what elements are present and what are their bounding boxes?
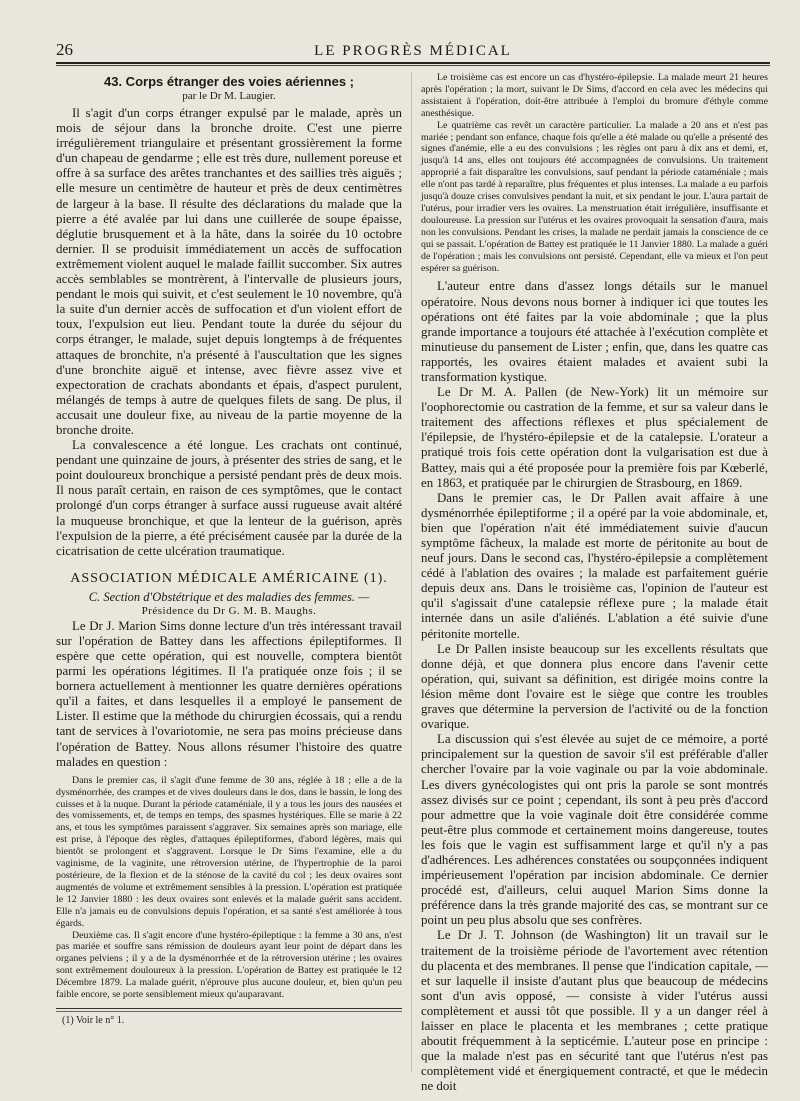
running-title: LE PROGRÈS MÉDICAL bbox=[314, 43, 512, 59]
footnote-rule bbox=[56, 1008, 402, 1009]
article-paragraph: Dans le premier cas, le Dr Pallen avait affaire à une dysménorrhée épileptiforme ; il a opéré par la voie abdominale, et, bien que l'opération n'ait été immédiatement suivie d'aucun symptôme fâcheux, la malade est morte de péritonite au bout de neuf jours. Dans le second cas, l'hystéro-épilepsie a complètement cédé à l'ablation des ovaires ; la malade est parfaitement guérie depuis deux ans. Dans le troisième cas, l'opinion de l'auteur est qu'il s'agissait d'une catalepsie réflexe pure ; la malade était internée dans un asile d'aliénés. L'ablation a été suivie d'une péritonite mortelle. bbox=[421, 490, 768, 641]
page-number: 26 bbox=[56, 40, 73, 59]
column-divider bbox=[411, 72, 412, 1072]
footnote: (1) Voir le n° 1. bbox=[62, 1014, 125, 1026]
case-paragraph: Deuxième cas. Il s'agit encore d'une hystéro-épileptique : la femme a 30 ans, n'est pas mariée et souffre sans rémission de douleurs ayant leur point de départ dans les organes pelviens ; il y a de la dysménorrhée et de la rétroversion utérine ; les ovaires sont extrêmement douloureux à la pression. L'opération de Battey est pratiquée le 12 Décembre 1879. La malade guérit, n'éprouve plus aucune douleur, et, bien qu'un peu faible encore, se porte sensiblement mieux qu'auparavant. bbox=[56, 929, 402, 1001]
case-paragraph: Le troisième cas est encore un cas d'hystéro-épilepsie. La malade meurt 21 heures après l'opération ; la mort, suivant le Dr Sims, d'accord en cela avec les médecins qui assistaient à l'opération, doit-être attribuée à l'emploi du bromure d'éthyle comme anesthésique. bbox=[421, 72, 768, 119]
case-paragraph: Le quatrième cas revêt un caractère particulier. La malade a 20 ans et n'est pas mariée ; pendant son enfance, chaque fois qu'elle a été malade ou qu'elle a présenté des signes d'anémie, elle a eu des convulsions ; les règles ont paru à dix ans et demi, et, jusqu'à 14 ans, elles ont toujours été accompagnées de convulsions. Un traitement approprié a fait disparaître les convulsions, sauf pendant la période cataméniale ; mais elle n'ont pas tardé à reparaître, plus fréquentes et plus intenses. La malade a eu parfois jusqu'à douze crises convulsives pendant la nuit, et six pendant le jour. L'aura partait de l'utérus, pour irradier vers les ovaires. La menstruation était irrégulière, insuffisante et douloureuse. La pression sur l'utérus et les ovaires provoquait la sensation d'aura, mais non les convulsions. Pendant les crises, la malade ne perdait jamais la conscience de ce qui se passait. L'opération de Battey est pratiquée le 11 Janvier 1880. La malade a guéri de l'opération ; mais les convulsions ont persisté. Cependant, elle va mieux et l'on peut espérer sa guérison. bbox=[421, 119, 768, 274]
header-rule-thin bbox=[56, 65, 770, 66]
subsection-title: C. Section d'Obstétrique et des maladies des femmes. — bbox=[88, 589, 370, 604]
article-paragraph: Le Dr M. A. Pallen (de New-York) lit un mémoire sur l'oophorectomie ou castration de la femme, et sur sa valeur dans le traitement des affections réflexes et plus spécialement de l'épilepsie, de l'hystéro-épilepsie et de la catalepsie. L'orateur a pratiqué trois fois cette opération dont la vulgarisation est due à Battey, mais qui a été proposée pour la première fois par Kœberlé, en 1863, et pratiquée par le chirurgien de Strasbourg, en 1869. bbox=[421, 385, 768, 490]
article-paragraph: La convalescence a été longue. Les crachats ont continué, pendant une quinzaine de jours, à présenter des stries de sang, et le point douloureux bronchique a persisté pendant près de deux mois. Il nous paraît certain, en raison de ces symptômes, que le contact prolongé d'un corps étranger à surface aussi rugueuse avait altéré la muqueuse bronchique, et que la lenteur de la guérison, après l'expulsion de la pierre, a été précisément causée par la durée de la cicatrisation de cette ulcération traumatique. bbox=[56, 438, 402, 558]
article-paragraph: Il s'agit d'un corps étranger expulsé par le malade, après un mois de séjour dans la bronche droite. C'est une pierre irrégulièrement triangulaire et présentant grossièrement la forme d'un chapeau de gendarme ; elle est très dure, nullement poreuse et offre à sa surface des arêtes tranchantes et des saillies très aiguës ; elle mesure un centimètre de hauteur et près de deux centimètres de largeur à la base. Il résulte des déclarations du malade que la pierre a été avalée par lui dans une cuillerée de soupe épaisse, déglutie brusquement et à la hâte, dans la soirée du 10 octobre dernier. Il se produisit immédiatement un accès de suffocation extrêmement violent auquel le malade faillit succomber. Six autres accès semblables se montrèrent, à l'intervalle de plusieurs jours, pendant le mois qui suivit, et c'est seulement le 10 novembre, qu'à la suite d'un dernier accès de suffocation et d'un violent effort de toux, l'expulsion eut lieu. Pendant toute la durée du séjour du corps étranger, le malade, sujet depuis longtemps à de fréquentes attaques de bronchite, n'a présenté à l'auscultation que les signes d'une bronchite aiguë et intense, avec fièvre assez vive et expectoration de crachats abondants et épais, d'aspect purulent, mélangés de temps à autre de quelques filets de sang. De plus, il accusait une douleur fixe, au niveau de la partie moyenne de la bronche droite. bbox=[56, 106, 402, 437]
right-column bbox=[421, 72, 768, 1094]
presidence-line: Présidence du Dr G. M. B. Maughs. bbox=[141, 604, 317, 617]
article-paragraph: Le Dr J. T. Johnson (de Washington) lit un travail sur le traitement de la troisième période de l'avortement avec rétention du placenta et des membranes. Il pense que l'indication capitale, — et sur laquelle il insiste d'autant plus que beaucoup de médecins sont d'un avis opposé, — consiste à vider l'utérus aussi complètement et aussi tôt que possible. Il y a un danger réel à laisser en place le placenta et les membranes ; cette pratique aboutit fréquemment à la septicémie. L'auteur pose en principe : que la malade n'est pas en sécurité tant que l'utérus n'est pas complètement vidé et énergiquement contracté, et que le médecin ne doit bbox=[421, 928, 768, 1094]
article-paragraph: Le Dr Pallen insiste beaucoup sur les excellents résultats que donne déjà, et que donnera plus encore dans l'avenir cette opération, qui, suivant sa définition, est dirigée moins contre la lésion même dont l'ovaire est le siège que contre les troubles graves que détermine la perversion de l'activité ou de la fonction ovarique. bbox=[421, 641, 768, 732]
article-title: 43. Corps étranger des voies aériennes ; bbox=[104, 74, 354, 89]
left-column bbox=[56, 72, 402, 1027]
footnote-rule-thin bbox=[56, 1011, 402, 1012]
case-paragraph: Dans le premier cas, il s'agit d'une femme de 30 ans, réglée à 18 ; elle a de la dysménorrhée, des crampes et de vives douleurs dans le dos, dans le bassin, le long des cuisses et à la nuque. Durant la période cataméniale, il y a tous les jours des nausées et des vomissements, et, de temps en temps, des spasmes hystériques. Elle se marie à 22 ans, et tous les symptômes paraissent s'aggraver. Six semaines après son mariage, elle est prise, à l'époque des règles, d'attaques épileptiformes, d'abord légères, mais qui bientôt se prolongent et s'aggravent. Lorsque le Dr Sims l'examine, elle a du vaginisme, de la vaginite, une rétroversion utérine, de l'hypertrophie de la paroi postérieure, de la flexion et de la sténose de la cavité du col ; les deux ovaires sont augmentés de volume et extrêmement sensibles à la pression. L'opération est pratiquée le 12 Janvier 1880 : les deux ovaires sont enlevés et la malade guérit sans accident. Elle n'a jamais eu de convulsions depuis l'opération, et sa santé s'est améliorée à tous égards. bbox=[56, 774, 402, 929]
article-paragraph: L'auteur entre dans d'assez longs détails sur le manuel opératoire. Nous devons nous borner à indiquer ici que toutes les opérations ont été faites par la voie abdominale ; que la plus grande importance a toujours été attachée à l'exécution complète et minutieuse du pansement de Lister ; enfin, que, dans les quatre cas rapportés, les ovaires étaient malades et avaient subi la transformation kystique. bbox=[421, 279, 768, 384]
article-author: par le Dr M. Laugier. bbox=[182, 90, 276, 102]
section-title: ASSOCIATION MÉDICALE AMÉRICAINE (1). bbox=[70, 570, 388, 586]
page-header bbox=[56, 38, 770, 60]
header-rule bbox=[56, 62, 770, 64]
article-paragraph: La discussion qui s'est élevée au sujet de ce mémoire, a porté principalement sur la question de savoir s'il est préférable d'aller chercher l'ovaire par la voie vaginale ou par la voie abdominale. Les divers gynécologistes qui ont pris la parole se sont montrés assez divisés sur ce point ; cependant, ils sont à peu près d'accord pour admettre que la voie vaginale doit être considérée comme peut-être plus commode et certainement moins dangereuse, toutes les fois que le vagin est suffisamment large et qu'il n'y a pas d'adhérences. Les adhérences constatées ou soupçonnées indiquent impérieusement l'opération par incision abdominale. Ce dernier procédé est, d'ailleurs, celui auquel Marion Sims donne la préférence dans la très grande majorité des cas, se montrant sur ce point un peu plus absolu que ses confrères. bbox=[421, 732, 768, 928]
article-paragraph: Le Dr J. Marion Sims donne lecture d'un très intéressant travail sur l'opération de Battey dans les affections épileptiformes. Il espère que cette opération, qui est nouvelle, comptera bientôt parmi les opérations légitimes. Il l'a pratiquée onze fois ; il se bornera actuellement à mentionner les quatre dernières opérations qu'il a faites, et dans lesquelles il a employé le pansement de Lister. Il estime que la méthode du chirurgien écossais, qui a rendu tant de services à l'ovariotomie, ne sera pas moins précieuse dans l'opération de Battey. Nous allons résumer l'histoire des quatre malades en question : bbox=[56, 618, 402, 769]
